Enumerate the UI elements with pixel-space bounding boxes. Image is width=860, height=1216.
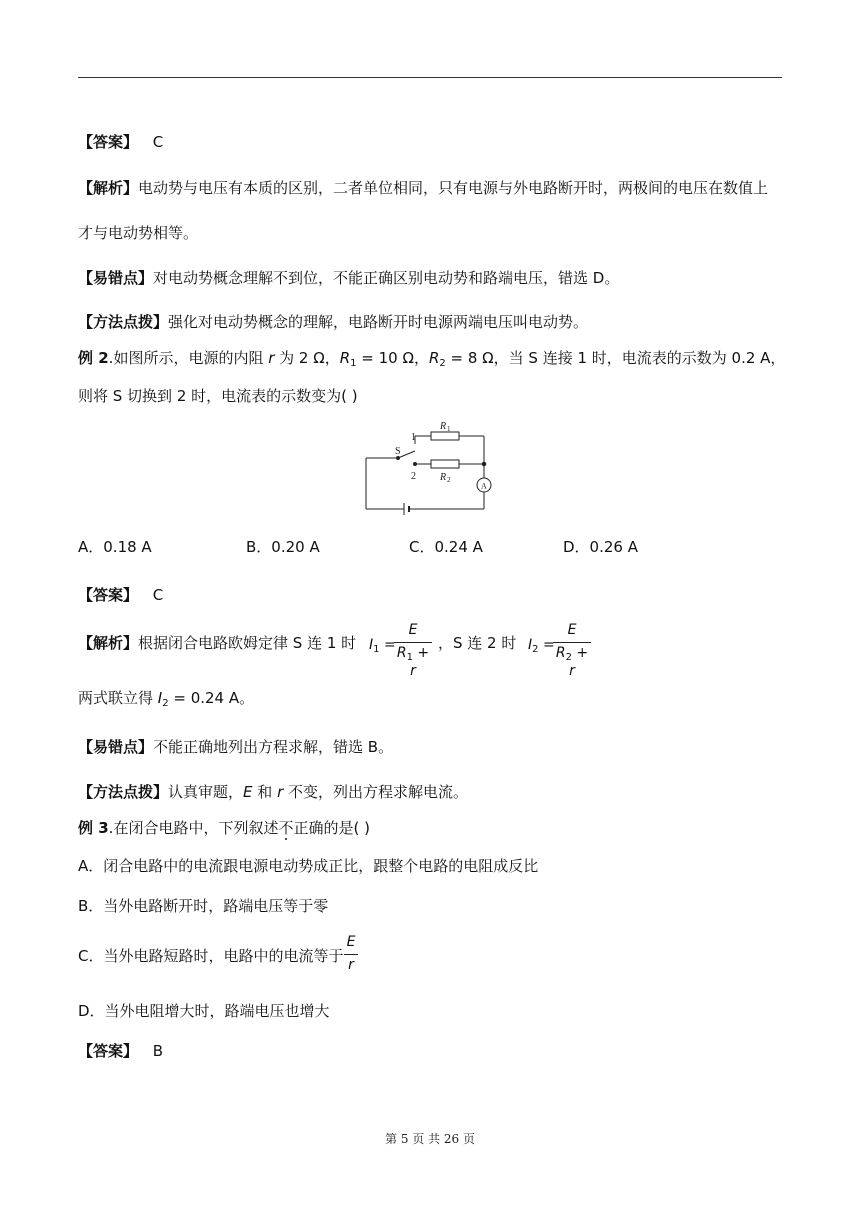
denominator-r: r xyxy=(348,957,354,973)
q1-analysis-line2: 才与电动势相等。 xyxy=(78,224,199,242)
q1-analysis-line1 xyxy=(78,178,768,198)
analysis-label: 【解析】 xyxy=(78,179,139,197)
option-d: D．0.26 A xyxy=(563,538,638,556)
resistor-r1 xyxy=(431,432,459,440)
conclusion-text: = 0.24 A。 xyxy=(168,689,255,707)
fraction-bar xyxy=(394,642,432,643)
answer-value: B xyxy=(152,1042,164,1060)
stem-text: 正确的是( ) xyxy=(293,819,370,837)
var-R1: R xyxy=(339,349,351,367)
page-footer: 第 5 页 共 26 页 xyxy=(385,1132,475,1146)
plus-r: + r xyxy=(569,645,589,679)
numerator-e: E xyxy=(567,622,577,638)
answer-label: 【答案】 xyxy=(78,586,139,604)
equals: = xyxy=(379,637,396,653)
method-text: 和 xyxy=(252,783,278,801)
stem-text: = 10 Ω， xyxy=(356,349,429,367)
method-text: 不变，列出方程求解电流。 xyxy=(283,783,469,801)
numerator-e: E xyxy=(408,622,418,638)
subscript: 2 xyxy=(565,652,572,663)
q1-answer xyxy=(78,132,163,152)
var-i: I xyxy=(369,637,374,653)
emphasis-dot-text: 不 xyxy=(278,819,294,837)
mistake-text: 不能正确地列出方程求解，错选 B。 xyxy=(153,738,394,756)
var-r: r xyxy=(268,349,275,367)
q2-mistake xyxy=(78,737,393,757)
answer-value: C xyxy=(152,133,164,151)
method-label: 【方法点拨】 xyxy=(78,313,169,331)
label-s: S xyxy=(395,446,401,457)
option-c: C．0.24 A xyxy=(409,538,483,556)
i2-lhs xyxy=(528,635,555,660)
q1-method xyxy=(78,312,588,332)
denominator xyxy=(394,645,432,679)
numerator-e: E xyxy=(346,934,356,950)
example-title: 例 2 xyxy=(78,349,109,367)
mistake-label: 【易错点】 xyxy=(78,738,154,756)
answer-value: C xyxy=(152,586,164,604)
mistake-label: 【易错点】 xyxy=(78,269,154,287)
q2-conclusion xyxy=(78,688,254,714)
fraction-bar xyxy=(553,642,591,643)
label-2: 2 xyxy=(411,471,416,482)
var-R2: R xyxy=(428,349,440,367)
resistor-r2 xyxy=(431,460,459,468)
var-R2: R xyxy=(555,645,566,661)
fraction-e-over-r xyxy=(344,934,358,975)
header-rule xyxy=(78,77,782,78)
method-text: 强化对电动势概念的理解，电路断开时电源两端电压叫电动势。 xyxy=(168,313,589,331)
fraction-i1 xyxy=(394,622,432,679)
denominator xyxy=(553,645,591,679)
plus-r: + r xyxy=(410,645,430,679)
subscript: 2 xyxy=(439,358,446,369)
label-a: A xyxy=(481,481,487,491)
subscript: 1 xyxy=(350,358,357,369)
fraction-i2 xyxy=(553,622,591,679)
q3-stem xyxy=(78,818,370,838)
q2-analysis xyxy=(78,633,356,653)
q3-option-a: A．闭合电路中的电流跟电源电动势成正比，跟整个电路的电阻成反比 xyxy=(78,857,539,875)
method-text: 认真审题， xyxy=(168,783,244,801)
analysis-text-2: ，S 连 2 时 xyxy=(438,634,517,652)
label-1: 1 xyxy=(411,432,416,443)
q3-option-b: B．当外电路断开时，路端电压等于零 xyxy=(78,897,329,915)
option-a: A．0.18 A xyxy=(78,538,152,556)
stem-text: 为 2 Ω， xyxy=(274,349,340,367)
analysis-text: 根据闭合电路欧姆定律 S 连 1 时 xyxy=(138,634,357,652)
var-i: I xyxy=(157,689,163,707)
method-label: 【方法点拨】 xyxy=(78,783,169,801)
equals: = xyxy=(538,637,555,653)
fraction-bar xyxy=(344,954,358,955)
i1-lhs xyxy=(369,635,396,660)
var-r: r xyxy=(277,783,284,801)
option-b: B．0.20 A xyxy=(246,538,320,556)
stem-text: .在闭合电路中，下列叙述 xyxy=(108,819,279,837)
conclusion-text: 两式联立得 xyxy=(78,689,158,707)
answer-label: 【答案】 xyxy=(78,133,139,151)
circuit-diagram xyxy=(360,420,500,516)
q2-stem-line2: 则将 S 切换到 2 时，电流表的示数变为( ) xyxy=(78,387,358,405)
subscript: 1 xyxy=(406,652,413,663)
example-title: 例 3 xyxy=(78,819,109,837)
mistake-text: 对电动势概念理解不到位，不能正确区别电动势和路端电压，错选 D。 xyxy=(153,269,620,287)
var-i: I xyxy=(528,637,533,653)
q2-stem-line1 xyxy=(78,348,785,374)
subscript: 2 xyxy=(532,644,539,655)
var-e: E xyxy=(243,783,253,801)
analysis-label: 【解析】 xyxy=(78,634,139,652)
q2-answer xyxy=(78,585,163,605)
label-r1-sub: 1 xyxy=(447,425,451,433)
answer-label: 【答案】 xyxy=(78,1042,139,1060)
stem-text: = 8 Ω，当 S 连接 1 时，电流表的示数为 0.2 A， xyxy=(445,349,786,367)
q2-method xyxy=(78,782,468,802)
q1-mistake xyxy=(78,268,619,288)
q3-option-d: D．当外电阻增大时，路端电压也增大 xyxy=(78,1002,330,1020)
analysis-text: 电动势与电压有本质的区别，二者单位相同，只有电源与外电路断开时，两极间的电压在数值上 xyxy=(138,179,769,197)
label-r2: R xyxy=(440,472,447,483)
label-r1: R xyxy=(440,421,447,432)
stem-text: .如图所示，电源的内阻 xyxy=(108,349,269,367)
q3-answer xyxy=(78,1041,163,1061)
subscript: 2 xyxy=(162,698,169,709)
label-r2-sub: 2 xyxy=(447,476,451,484)
subscript: 1 xyxy=(373,644,380,655)
var-R1: R xyxy=(396,645,407,661)
q3-option-c: C．当外电路短路时，电路中的电流等于 xyxy=(78,947,344,965)
